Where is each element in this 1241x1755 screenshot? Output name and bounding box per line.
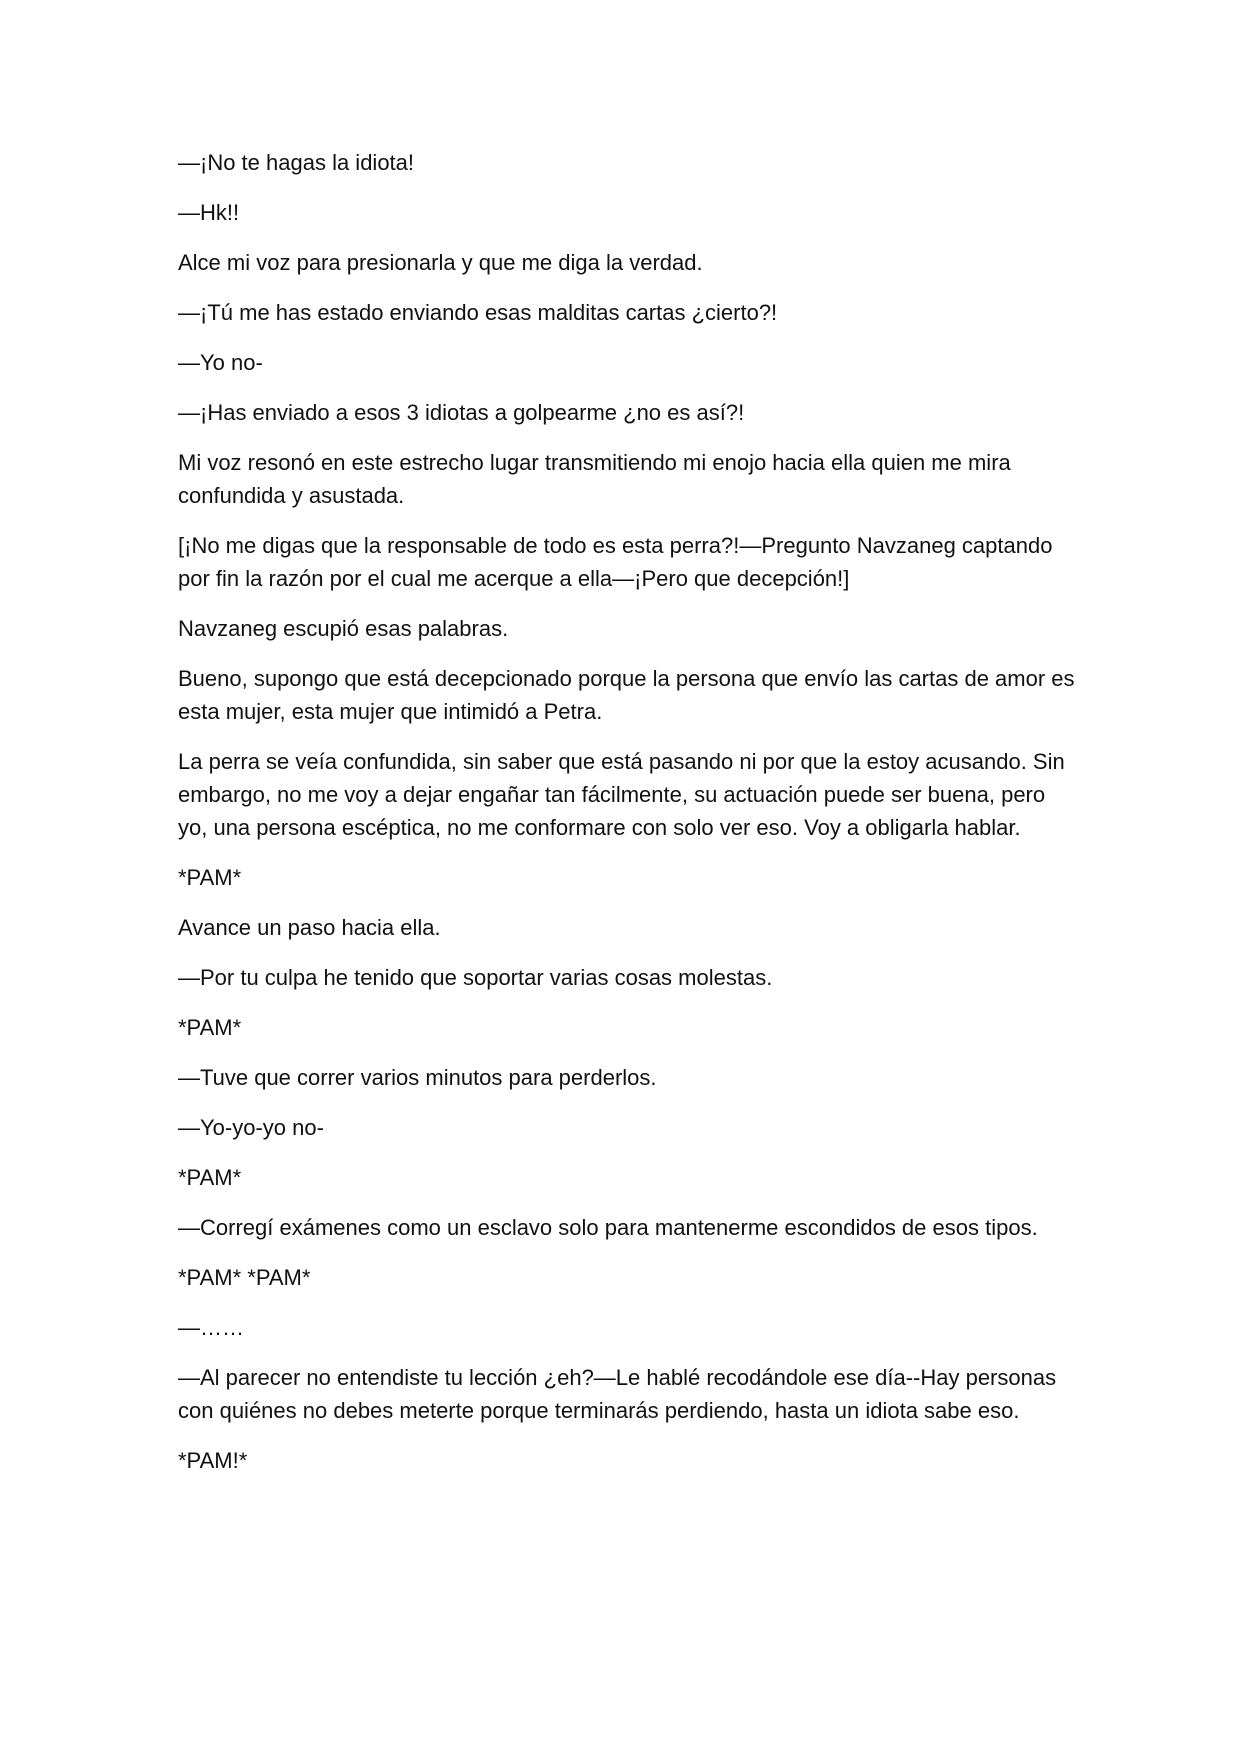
paragraph: Alce mi voz para presionarla y que me diga la verdad. — [178, 250, 703, 275]
paragraph: *PAM* *PAM* — [178, 1265, 311, 1290]
paragraph: —Yo no- — [178, 350, 263, 375]
paragraph: *PAM* — [178, 1015, 242, 1040]
paragraph: [¡No me digas que la responsable de todo es esta perra?!—Pregunto Navzaneg captando por fin la razón por el cual me acerque a ella—¡Pero que decepción!] — [178, 533, 1053, 591]
paragraph: —¡Tú me has estado enviando esas malditas cartas ¿cierto?! — [178, 300, 778, 325]
paragraph: —Hk!! — [178, 200, 240, 225]
paragraph: —Al parecer no entendiste tu lección ¿eh?—Le hablé recodándole ese día--Hay personas con quiénes no debes meterte porque terminarás perdiendo, hasta un idiota sabe eso. — [178, 1365, 1057, 1423]
paragraph: La perra se veía confundida, sin saber que está pasando ni por que la estoy acusando. Sin embargo, no me voy a dejar engañar tan fácilmente, su actuación puede ser buena, pero yo, una persona escéptica, no me conformare con solo ver eso. Voy a obligarla hablar. — [178, 749, 1065, 840]
document-body — [178, 146, 1078, 1494]
paragraph: —Yo-yo-yo no- — [178, 1115, 324, 1140]
paragraph: Avance un paso hacia ella. — [178, 915, 441, 940]
paragraph: —…… — [178, 1315, 244, 1340]
paragraph: Bueno, supongo que está decepcionado porque la persona que envío las cartas de amor es esta mujer, esta mujer que intimidó a Petra. — [178, 666, 1075, 724]
paragraph: Navzaneg escupió esas palabras. — [178, 616, 509, 641]
paragraph: *PAM!* — [178, 1448, 248, 1473]
paragraph: —¡Has enviado a esos 3 idiotas a golpearme ¿no es así?! — [178, 400, 745, 425]
paragraph: —Corregí exámenes como un esclavo solo para mantenerme escondidos de esos tipos. — [178, 1215, 1038, 1240]
paragraph: Mi voz resonó en este estrecho lugar transmitiendo mi enojo hacia ella quien me mira confundida y asustada. — [178, 450, 1011, 508]
paragraph: *PAM* — [178, 865, 242, 890]
paragraph: —Tuve que correr varios minutos para perderlos. — [178, 1065, 657, 1090]
paragraph: —Por tu culpa he tenido que soportar varias cosas molestas. — [178, 965, 773, 990]
paragraph: *PAM* — [178, 1165, 242, 1190]
paragraph: —¡No te hagas la idiota! — [178, 150, 415, 175]
